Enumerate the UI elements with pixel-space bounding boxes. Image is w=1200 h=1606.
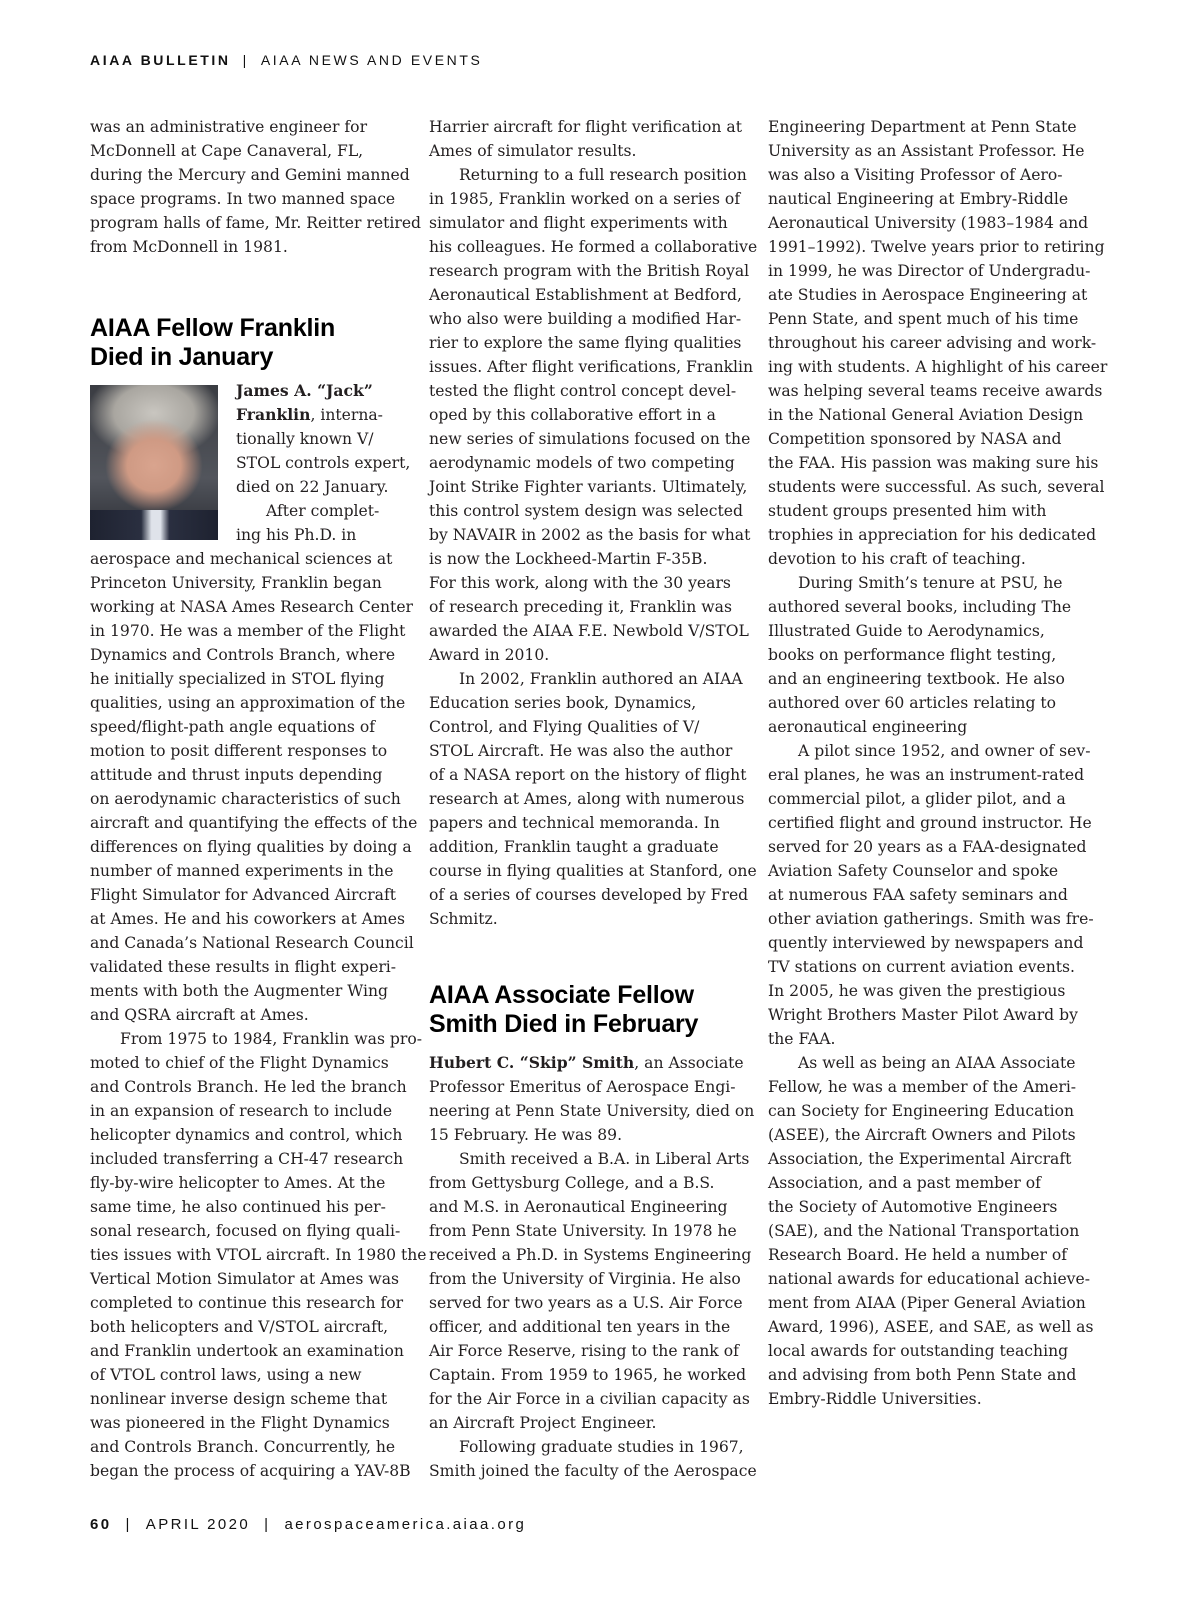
text-line: TV stations on current aviation events.	[768, 958, 1075, 976]
text-line: quently interviewed by newspapers and	[768, 934, 1084, 952]
text-line: and an engineering textbook. He also	[768, 670, 1065, 688]
text-line: and Controls Branch. Concurrently, he	[90, 1438, 396, 1456]
text-line: books on performance flight testing,	[768, 646, 1057, 664]
text-line: Returning to a full research position	[459, 166, 747, 184]
text-line: qualities, using an approximation of the	[90, 694, 406, 712]
text-line: at Ames. He and his coworkers at Ames	[90, 910, 405, 928]
text-line: Dynamics and Controls Branch, where	[90, 646, 396, 664]
text-line: In 2002, Franklin authored an AIAA	[459, 670, 743, 688]
text-line: Association, the Experimental Aircraft	[768, 1150, 1072, 1168]
text-line: program halls of fame, Mr. Reitter retired	[90, 214, 422, 232]
article-1-headline	[90, 314, 335, 372]
text-line: Aviation Safety Counselor and spoke	[768, 862, 1059, 880]
text-line: ment from AIAA (Piper General Aviation	[768, 1294, 1086, 1312]
text-line: from the University of Virginia. He also	[429, 1270, 741, 1288]
text-line: differences on flying qualities by doing a	[90, 838, 412, 856]
text-line: was pioneered in the Flight Dynamics	[90, 1414, 390, 1432]
article-1-column-1-body	[90, 547, 427, 1483]
article-2-column-3-body	[768, 115, 1108, 1411]
headline-line: AIAA Fellow Franklin	[90, 314, 336, 342]
text-line: Harrier aircraft for flight verification at	[429, 118, 742, 136]
text-line: an Aircraft Project Engineer.	[429, 1414, 657, 1432]
text-line: and Controls Branch. He led the branch	[90, 1078, 407, 1096]
text-line: Engineering Department at Penn State	[768, 118, 1077, 136]
text-line: ate Studies in Aerospace Engineering at	[768, 286, 1088, 304]
text-line: nonlinear inverse design scheme that	[90, 1390, 388, 1408]
text-line: Princeton University, Franklin began	[90, 574, 382, 592]
text-line: aerospace and mechanical sciences at	[90, 550, 393, 568]
text-line: During Smith’s tenure at PSU, he	[798, 574, 1063, 592]
text-line: and advising from both Penn State and	[768, 1366, 1077, 1384]
text-line: for the Air Force in a civilian capacity as	[429, 1390, 750, 1408]
person-name: Franklin	[236, 405, 311, 424]
text-line: Captain. From 1959 to 1965, he worked	[429, 1366, 747, 1384]
text-line: was also a Visiting Professor of Aero-	[768, 166, 1063, 184]
text-line: received a Ph.D. in Systems Engineering	[429, 1246, 752, 1264]
text-line: neering at Penn State University, died on	[429, 1102, 755, 1120]
text-line: Schmitz.	[429, 910, 498, 928]
section-name: AIAA NEWS AND EVENTS	[260, 52, 483, 68]
text-line: ing with students. A highlight of his career	[768, 358, 1108, 376]
text-line: in 1999, he was Director of Undergradu-	[768, 262, 1091, 280]
text-line: research program with the British Royal	[429, 262, 750, 280]
text-line: other aviation gatherings. Smith was fre-	[768, 910, 1094, 928]
text-line: McDonnell at Cape Canaveral, FL,	[90, 142, 364, 160]
publication-brand: AIAA BULLETIN	[90, 52, 231, 68]
text-line: during the Mercury and Gemini manned	[90, 166, 410, 184]
website-link[interactable]: aerospaceamerica.aiaa.org	[284, 1516, 527, 1533]
text-line: and QSRA aircraft at Ames.	[90, 1006, 309, 1024]
text-line: number of manned experiments in the	[90, 862, 394, 880]
text-line: Wright Brothers Master Pilot Award by	[768, 1006, 1078, 1024]
text-line: the FAA. His passion was making sure his	[768, 454, 1099, 472]
text-line: was helping several teams receive awards	[768, 382, 1103, 400]
text-line: by NAVAIR in 2002 as the basis for what	[429, 526, 751, 544]
text-line: 1991–1992). Twelve years prior to retiring	[768, 238, 1105, 256]
text-line: and Franklin undertook an examination	[90, 1342, 404, 1360]
headline-line: AIAA Associate Fellow	[429, 981, 694, 1009]
text-line: tionally known V/	[236, 430, 374, 448]
text-line: student groups presented him with	[768, 502, 1047, 520]
text-line: motion to posit different responses to	[90, 742, 388, 760]
text-line: Aeronautical Establishment at Bedford,	[429, 286, 742, 304]
text-line: Illustrated Guide to Aerodynamics,	[768, 622, 1045, 640]
text-line: included transferring a CH-47 research	[90, 1150, 404, 1168]
text-line: simulator and flight experiments with	[429, 214, 728, 232]
text-line: officer, and additional ten years in the	[429, 1318, 731, 1336]
photo-suit-detail	[90, 510, 218, 540]
running-header	[90, 52, 482, 68]
text-line: space programs. In two manned space	[90, 190, 396, 208]
text-line: In 2005, he was given the prestigious	[768, 982, 1066, 1000]
text-line: papers and technical memoranda. In	[429, 814, 720, 832]
text-line: eral planes, he was an instrument-rated	[768, 766, 1085, 784]
article-2-headline	[429, 981, 698, 1039]
text-line: As well as being an AIAA Associate	[798, 1054, 1076, 1072]
text-line: aerodynamic models of two competing	[429, 454, 735, 472]
person-name: James A. “Jack”	[236, 381, 373, 400]
text-line: ing his Ph.D. in	[236, 526, 357, 544]
text-line: ties issues with VTOL aircraft. In 1980 the	[90, 1246, 427, 1264]
portrait-photo-franklin	[90, 385, 218, 540]
text-line: helicopter dynamics and control, which	[90, 1126, 403, 1144]
text-line: and Canada’s National Research Council	[90, 934, 414, 952]
text-line: issues. After flight verifications, Franklin	[429, 358, 754, 376]
text-line: the Society of Automotive Engineers	[768, 1198, 1058, 1216]
person-name: Hubert C. “Skip” Smith	[429, 1053, 635, 1072]
text-line: Award in 2010.	[429, 646, 550, 664]
header-separator: |	[242, 52, 249, 68]
text-line: Air Force Reserve, rising to the rank of	[429, 1342, 739, 1360]
text-line: Joint Strike Fighter variants. Ultimately,	[429, 478, 748, 496]
text-line: completed to continue this research for	[90, 1294, 404, 1312]
headline-line: Smith Died in February	[429, 1010, 699, 1038]
text-line: was an administrative engineer for	[90, 118, 368, 136]
text-line: moted to chief of the Flight Dynamics	[90, 1054, 389, 1072]
text-line: Vertical Motion Simulator at Ames was	[90, 1270, 399, 1288]
text-line: Embry-Riddle Universities.	[768, 1390, 982, 1408]
text-line: Award, 1996), ASEE, and SAE, as well as	[768, 1318, 1094, 1336]
text-line: of research preceding it, Franklin was	[429, 598, 732, 616]
text-line: commercial pilot, a glider pilot, and a	[768, 790, 1066, 808]
text-line: Smith joined the faculty of the Aerospace	[429, 1462, 757, 1480]
text-line: tested the flight control concept devel-	[429, 382, 737, 400]
text-line: same time, he also continued his per-	[90, 1198, 386, 1216]
text-line: nautical Engineering at Embry-Riddle	[768, 190, 1069, 208]
text-line: (ASEE), the Aircraft Owners and Pilots	[768, 1126, 1076, 1144]
text-line: course in flying qualities at Stanford, one	[429, 862, 757, 880]
text-line: research at Ames, along with numerous	[429, 790, 745, 808]
text-line: of VTOL control laws, using a new	[90, 1366, 362, 1384]
text-line: oped by this collaborative effort in a	[429, 406, 716, 424]
text-line: he initially specialized in STOL flying	[90, 670, 385, 688]
text-line: Control, and Flying Qualities of V/	[429, 718, 700, 736]
text-line: from McDonnell in 1981.	[90, 238, 288, 256]
text-line: Competition sponsored by NASA and	[768, 430, 1062, 448]
footer-separator: |	[264, 1516, 271, 1533]
text-line: Following graduate studies in 1967,	[459, 1438, 744, 1456]
text-line: aeronautical engineering	[768, 718, 968, 736]
article-1-lead	[236, 379, 412, 547]
text-line: local awards for outstanding teaching	[768, 1342, 1069, 1360]
text-line: served for two years as a U.S. Air Force	[429, 1294, 743, 1312]
text-line: and M.S. in Aeronautical Engineering	[429, 1198, 728, 1216]
text-line: For this work, along with the 30 years	[429, 574, 731, 592]
text-line: Association, and a past member of	[768, 1174, 1041, 1192]
text-line: Flight Simulator for Advanced Aircraft	[90, 886, 396, 904]
text-line: Aeronautical University (1983–1984 and	[768, 214, 1089, 232]
text-line: in an expansion of research to include	[90, 1102, 393, 1120]
text-line: in 1970. He was a member of the Flight	[90, 622, 406, 640]
text-line: this control system design was selected	[429, 502, 743, 520]
running-footer	[90, 1516, 526, 1533]
text-line: from Gettysburg College, and a B.S.	[429, 1174, 715, 1192]
text-line: the FAA.	[768, 1030, 836, 1048]
text-line: Education series book, Dynamics,	[429, 694, 697, 712]
text-line: authored over 60 articles relating to	[768, 694, 1057, 712]
text-line: ments with both the Augmenter Wing	[90, 982, 389, 1000]
text-line: in 1985, Franklin worked on a series of	[429, 190, 741, 208]
text-line: Fellow, he was a member of the Ameri-	[768, 1078, 1077, 1096]
text-line: is now the Lockheed-Martin F-35B.	[429, 550, 708, 568]
text-line: addition, Franklin taught a graduate	[429, 838, 719, 856]
text-line: in the National General Aviation Design	[768, 406, 1084, 424]
text-line: national awards for educational achieve-	[768, 1270, 1090, 1288]
text-line: began the process of acquiring a YAV-8B	[90, 1462, 411, 1480]
text-line: Penn State, and spent much of his time	[768, 310, 1079, 328]
text-line: From 1975 to 1984, Franklin was pro-	[120, 1030, 422, 1048]
text-line: validated these results in flight experi-	[90, 958, 397, 976]
text-line: can Society for Engineering Education	[768, 1102, 1075, 1120]
text-line: trophies in appreciation for his dedicated	[768, 526, 1097, 544]
article-2-column-2-body	[429, 1051, 757, 1483]
text-line: sonal research, focused on flying quali-	[90, 1222, 401, 1240]
text-line: Smith received a B.A. in Liberal Arts	[459, 1150, 750, 1168]
text-line: died on 22 January.	[236, 478, 389, 496]
text-line: speed/flight-path angle equations of	[90, 718, 376, 736]
text-line: fly-by-wire helicopter to Ames. At the	[90, 1174, 386, 1192]
text-line: aircraft and quantifying the effects of the	[90, 814, 418, 832]
text-fragment: , interna-	[310, 406, 383, 424]
text-fragment: , an Associate	[634, 1054, 744, 1072]
text-line: certified flight and ground instructor. He	[768, 814, 1092, 832]
text-line: served for 20 years as a FAA-designated	[768, 838, 1087, 856]
text-line: from Penn State University. In 1978 he	[429, 1222, 737, 1240]
text-line: (SAE), and the National Transportation	[768, 1222, 1080, 1240]
text-line: University as an Assistant Professor. He	[768, 142, 1085, 160]
text-line: throughout his career advising and work-	[768, 334, 1097, 352]
column-1-intro	[90, 115, 422, 259]
text-line: rier to explore the same flying qualities	[429, 334, 742, 352]
article-1-column-2-body	[429, 115, 758, 931]
footer-separator: |	[125, 1516, 132, 1533]
text-line: STOL controls expert,	[236, 454, 411, 472]
text-line: on aerodynamic characteristics of such	[90, 790, 401, 808]
text-line: A pilot since 1952, and owner of sev-	[798, 742, 1091, 760]
text-line: new series of simulations focused on the	[429, 430, 751, 448]
text-line: his colleagues. He formed a collaborative	[429, 238, 758, 256]
text-line: 15 February. He was 89.	[429, 1126, 623, 1144]
text-line: awarded the AIAA F.E. Newbold V/STOL	[429, 622, 749, 640]
issue-date: APRIL 2020	[145, 1516, 251, 1533]
text-line: Professor Emeritus of Aerospace Engi-	[429, 1078, 736, 1096]
text-line: devotion to his craft of teaching.	[768, 550, 1026, 568]
text-line: students were successful. As such, several	[768, 478, 1105, 496]
text-line: Ames of simulator results.	[429, 142, 637, 160]
text-line: of a NASA report on the history of flight	[429, 766, 747, 784]
text-line: of a series of courses developed by Fred	[429, 886, 749, 904]
text-line: both helicopters and V/STOL aircraft,	[90, 1318, 389, 1336]
text-line: who also were building a modified Har-	[429, 310, 742, 328]
text-line: After complet-	[266, 502, 380, 520]
text-line: Research Board. He held a number of	[768, 1246, 1068, 1264]
text-line: authored several books, including The	[768, 598, 1072, 616]
text-line: STOL Aircraft. He was also the author	[429, 742, 733, 760]
page-number: 60	[90, 1516, 112, 1533]
text-line: working at NASA Ames Research Center	[90, 598, 414, 616]
text-line: attitude and thrust inputs depending	[90, 766, 383, 784]
headline-line: Died in January	[90, 343, 274, 371]
text-line: at numerous FAA safety seminars and	[768, 886, 1068, 904]
